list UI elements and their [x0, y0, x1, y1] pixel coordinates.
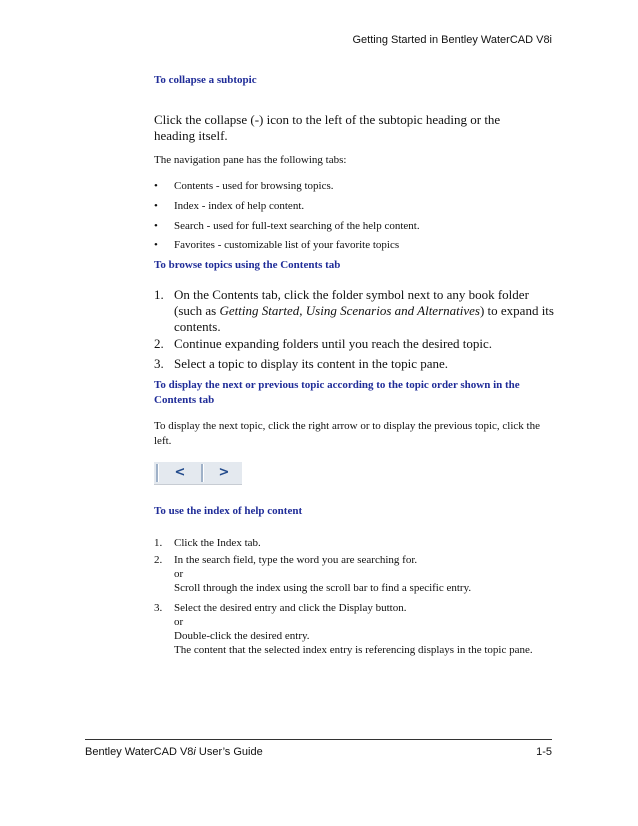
running-header: Getting Started in Bentley WaterCAD V8i: [352, 34, 552, 46]
bullet-glyph: •: [154, 200, 158, 212]
step-text: Continue expanding folders until you reach the desired topic.: [174, 336, 493, 351]
step-text: Click the Index tab.: [174, 537, 261, 549]
toolbar-separator: [156, 464, 159, 482]
next-topic-arrow-icon[interactable]: >: [218, 465, 230, 480]
numbered-step: [154, 356, 554, 372]
next-previous-heading: To display the next or previous topic according to the topic order shown in the Contents tab: [154, 379, 520, 406]
numbered-step: [154, 536, 554, 550]
collapse-subtopic-text: Click the collapse (-) icon to the left of the subtopic heading or the heading itself.: [154, 112, 501, 143]
topic-navigation-toolbar: [154, 462, 242, 485]
step-text: [174, 287, 554, 335]
step-text: Scroll through the index using the scroll bar to find a specific entry.: [174, 582, 472, 594]
bullet-text: Favorites - customizable list of your favorite topics: [174, 239, 400, 251]
bullet-glyph: •: [154, 220, 158, 232]
step-text: In the search field, type the word you are searching for.: [174, 554, 418, 566]
step-number: 3.: [154, 602, 163, 614]
step-text-part: On the Contents tab, click the folder symbol next to any book folder (such as: [174, 287, 529, 318]
step-text: Select a topic to display its content in the topic pane.: [174, 356, 449, 371]
bullet-glyph: •: [154, 239, 158, 251]
footer-divider: [85, 739, 552, 740]
bullet-text: Search - used for full-text searching of the help content.: [174, 220, 420, 232]
footer-title-part: User’s Guide: [195, 746, 263, 758]
bullet-item: [154, 200, 304, 212]
step-text: The content that the selected index entry is referencing displays in the topic pane.: [174, 644, 533, 656]
step-text-part: ) to expand its contents.: [174, 303, 554, 334]
step-number: 3.: [154, 356, 164, 371]
page-number: 1-5: [536, 746, 552, 758]
previous-topic-arrow-icon[interactable]: <: [174, 465, 186, 480]
index-heading: To use the index of help content: [154, 505, 303, 517]
numbered-step: [154, 287, 554, 335]
footer-title-part: Bentley WaterCAD V8: [85, 746, 194, 758]
numbered-step: [154, 553, 554, 595]
step-number: 1.: [154, 287, 164, 302]
bullet-glyph: •: [154, 180, 158, 192]
bullet-text: Contents - used for browsing topics.: [174, 180, 334, 192]
step-text-italic: Using Scenarios and Alternatives: [305, 303, 480, 318]
bullet-item: [154, 220, 420, 232]
next-previous-text: To display the next topic, click the right arrow or to display the previous topic, click the left.: [154, 420, 540, 447]
footer-title-italic: i: [193, 746, 196, 758]
step-text-part: ,: [299, 303, 306, 318]
step-text: Double-click the desired entry.: [174, 630, 310, 642]
step-number: 2.: [154, 336, 164, 351]
collapse-subtopic-heading: To collapse a subtopic: [154, 74, 257, 86]
step-number: 1.: [154, 537, 163, 549]
step-number: 2.: [154, 554, 163, 566]
bullet-item: [154, 180, 333, 192]
bullet-item: [154, 239, 399, 251]
navigation-pane-intro: The navigation pane has the following tabs:: [154, 154, 347, 166]
step-text-italic: Getting Started: [219, 303, 300, 318]
bullet-text: Index - index of help content.: [174, 200, 305, 212]
footer-guide-title: [85, 746, 263, 758]
numbered-step: [154, 336, 554, 352]
step-text: or: [174, 616, 184, 628]
step-text: Select the desired entry and click the Display button.: [174, 602, 407, 614]
step-text: or: [174, 568, 184, 580]
numbered-step: [154, 601, 554, 657]
browse-topics-heading: To browse topics using the Contents tab: [154, 259, 341, 271]
